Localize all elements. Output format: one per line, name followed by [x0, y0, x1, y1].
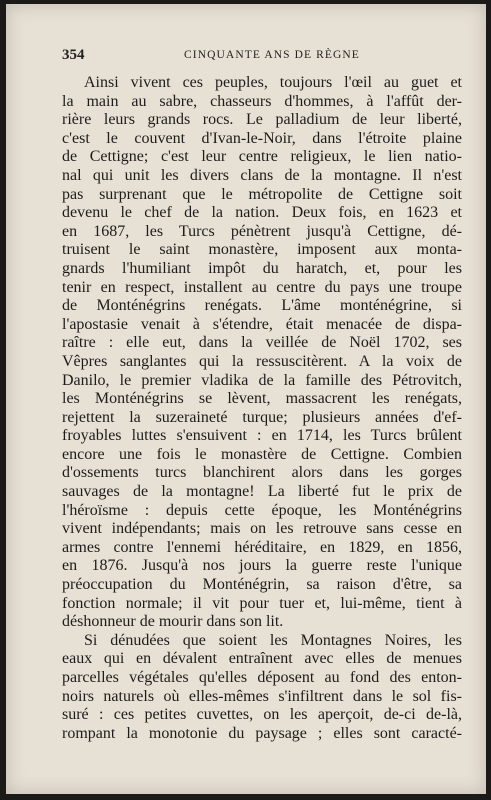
- text-line: rière leurs grands rocs. Le palladium de leur liberté,: [62, 111, 462, 129]
- text-line: raître : elle eut, dans la veillée de Noël 1702, ses: [62, 334, 462, 352]
- text-line: gnards l'humiliant impôt du haratch, et, pour les: [62, 259, 462, 277]
- text-line: en 1687, les Turcs pénètrent jusqu'à Cettigne, dé-: [62, 222, 462, 240]
- text-line: la main au sabre, chasseurs d'hommes, à l'affût der-: [62, 92, 462, 110]
- book-page: [6, 4, 486, 794]
- text-line: Ainsi vivent ces peuples, toujours l'œil au guet et: [84, 74, 462, 91]
- text-line: tenir en respect, installent au centre du pays une troupe: [62, 278, 462, 296]
- text-line: fonction normale; il vit pour tuer et, lui-même, tient à: [62, 594, 462, 612]
- text-line: préoccupation du Monténégrin, sa raison d'être, sa: [62, 576, 462, 594]
- text-line: d'ossements turcs blanchirent alors dans les gorges: [62, 464, 462, 482]
- text-line: Si dénudées que soient les Montagnes Noires, les: [84, 631, 462, 649]
- text-line: devenu le chef de la nation. Deux fois, en 1623 et: [62, 204, 462, 222]
- text-line: parcelles végétales qu'elles déposent au fond des enton-: [62, 669, 462, 686]
- text-line: truisent le saint monastère, imposent aux monta-: [62, 241, 462, 259]
- text-line: eaux qui en dévalent entraînent avec elles de menues: [62, 650, 462, 668]
- text-line: de Monténégrins renégats. L'âme monténégrine, si: [62, 297, 462, 315]
- text-line: sauvages de la montagne! La liberté fut le prix de: [62, 483, 462, 501]
- text-line: rejettent la suzeraineté turque; plusieurs années d'ef-: [62, 408, 462, 426]
- text-line: Vêpres sanglantes qui la ressuscitèrent. A la voix de: [62, 352, 462, 370]
- paragraph: [62, 74, 462, 632]
- page-header: [6, 47, 486, 67]
- text-line: nal qui unit les divers clans de la montagne. Il n'est: [62, 166, 462, 184]
- text-line: déshonneur de mourir dans son lit.: [62, 613, 284, 631]
- text-line: les Monténégrins se lèvent, massacrent les renégats,: [62, 390, 462, 408]
- text-line: pas surprenant que le métropolite de Cettigne soit: [62, 185, 462, 203]
- text-line: noirs naturels où elles-mêmes s'infiltrent dans le sol fis-: [62, 687, 462, 705]
- paragraph: [62, 632, 462, 744]
- text-line: l'héroïsme : depuis cette époque, les Monténégrins: [62, 501, 462, 519]
- text-line: en 1876. Jusqu'à nos jours la guerre reste l'unique: [62, 557, 462, 575]
- text-line: vivent indépendants; mais on les retrouve sans cesse en: [62, 520, 462, 538]
- text-line: l'apostasie venait à s'étendre, était menacée de dispa-: [62, 315, 462, 333]
- text-line: Danilo, le premier vladika de la famille des Pétrovitch,: [62, 371, 462, 389]
- text-line: encore une fois le monastère de Cettigne. Combien: [62, 445, 462, 463]
- text-line: c'est le couvent d'Ivan-le-Noir, dans l'étroite plaine: [62, 129, 462, 147]
- text-line: suré : ces petites cuvettes, on les aperçoit, de-ci de-là,: [62, 706, 462, 724]
- body-text: [62, 74, 462, 743]
- text-line: armes contre l'ennemi héréditaire, en 1829, en 1856,: [62, 538, 462, 556]
- text-line: de Cettigne; c'est leur centre religieux, le lien natio-: [62, 148, 462, 166]
- text-line: rompant la monotonie du paysage ; elles sont caracté-: [62, 724, 462, 742]
- running-title: CINQUANTE ANS DE RÈGNE: [184, 49, 360, 61]
- page-number: 354: [62, 47, 85, 63]
- text-line: froyables luttes s'ensuivent : en 1714, les Turcs brûlent: [62, 427, 462, 445]
